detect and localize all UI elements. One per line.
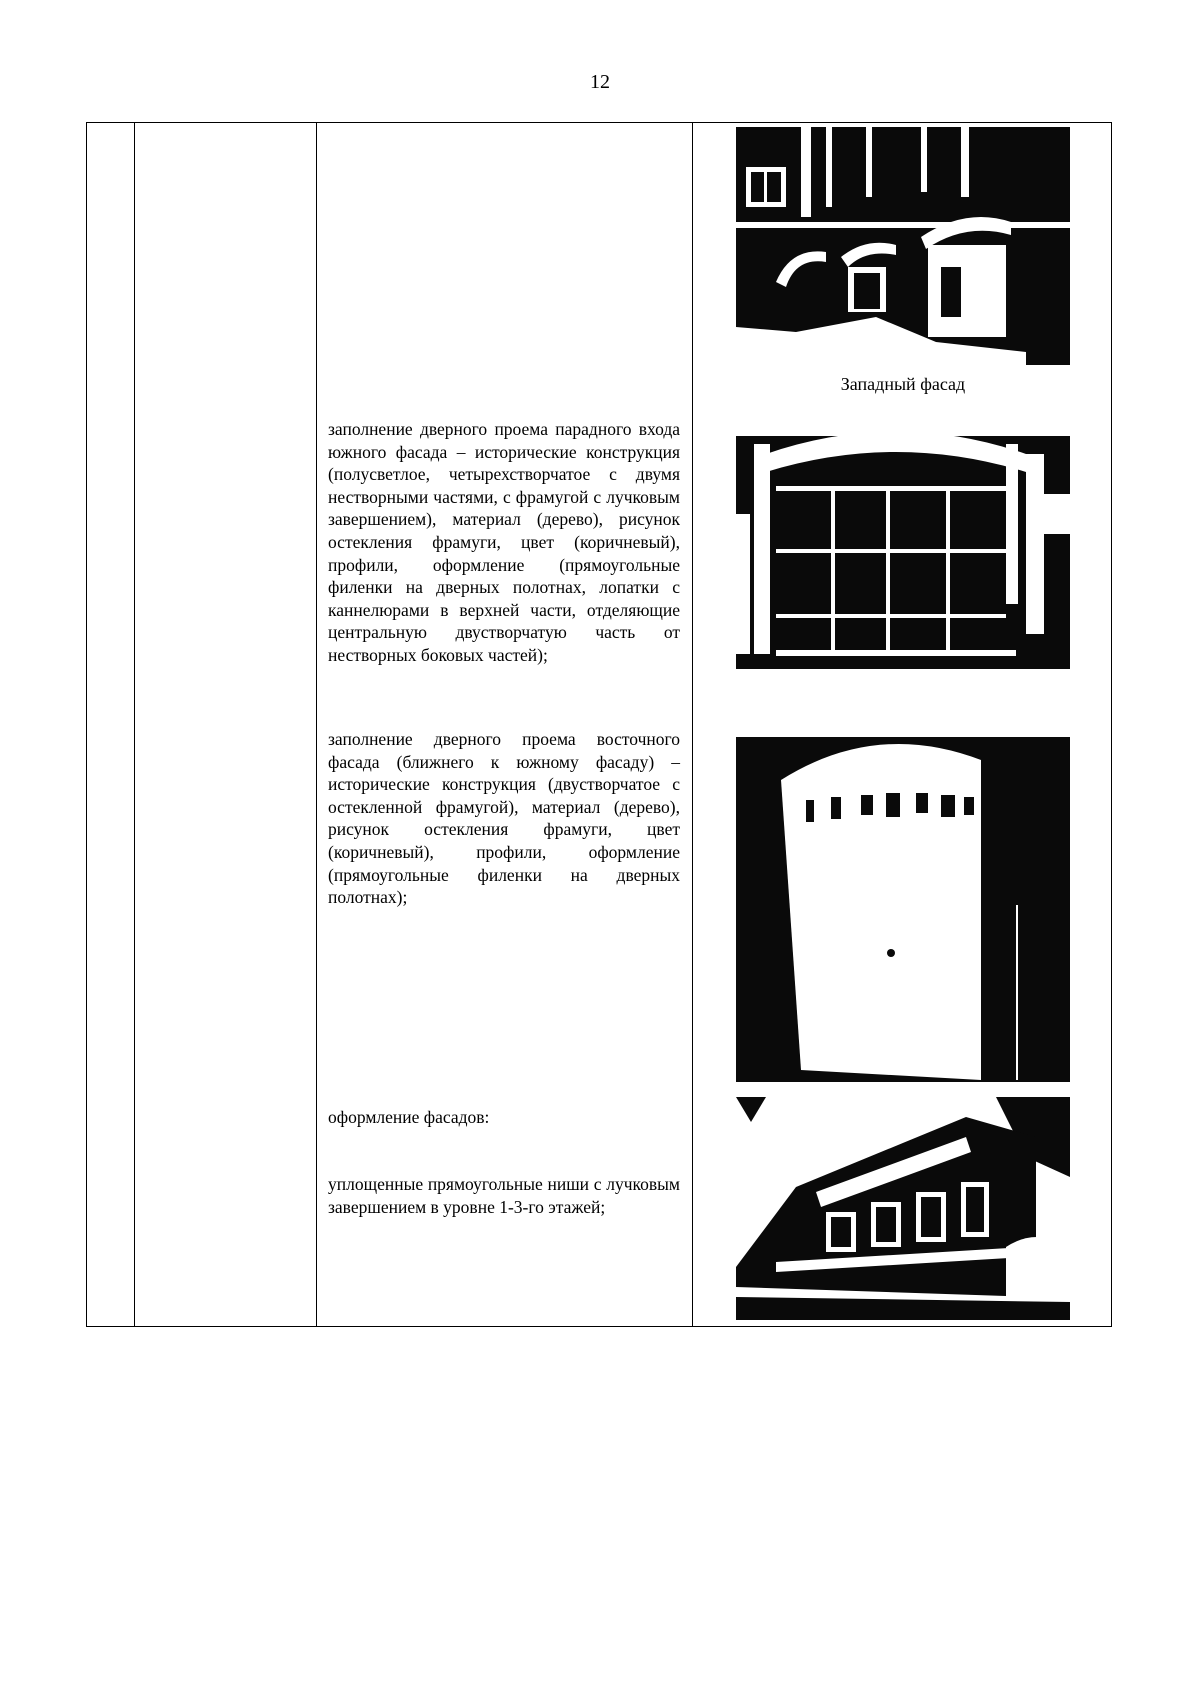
west-facade-photo	[736, 127, 1070, 365]
facade-niches-photo	[736, 1097, 1070, 1320]
photo-caption: Западный фасад	[840, 374, 966, 394]
page-number: 12	[590, 71, 610, 93]
east-facade-door-photo	[736, 725, 1070, 1082]
south-entrance-door-description: заполнение дверного проема парадного входа южного фасада – исторические конструкция (полусветлое, четырехстворчатое с двумя нестворными частями, с фрамугой с лучковым завершением), материал (дерево), рисунок остекления фрамуги, цвет (коричневый), профили, оформление (прямоугольные филенки на дверных полотнах, лопатки с каннелюрами в верхней части, отделяющие центральную двустворчатую часть от нестворных боковых частей);	[328, 419, 680, 665]
south-entrance-door-photo	[736, 414, 1070, 669]
column-divider	[316, 123, 317, 1326]
facades-design-heading: оформление фасадов:	[328, 1107, 490, 1127]
column-divider	[134, 123, 135, 1326]
facade-niches-description: уплощенные прямоугольные ниши с лучковым завершением в уровне 1-3-го этажей;	[328, 1174, 680, 1217]
column-divider	[692, 123, 693, 1326]
heritage-elements-table	[86, 122, 1112, 1327]
east-facade-door-description: заполнение дверного проема восточного фасада (ближнего к южному фасаду) – исторические конструкция (двустворчатое с остекленной фрамугой), материал (дерево), рисунок остекления фрамуги, цвет (коричневый), профили, оформление (прямоугольные филенки на дверных полотнах);	[328, 729, 680, 908]
